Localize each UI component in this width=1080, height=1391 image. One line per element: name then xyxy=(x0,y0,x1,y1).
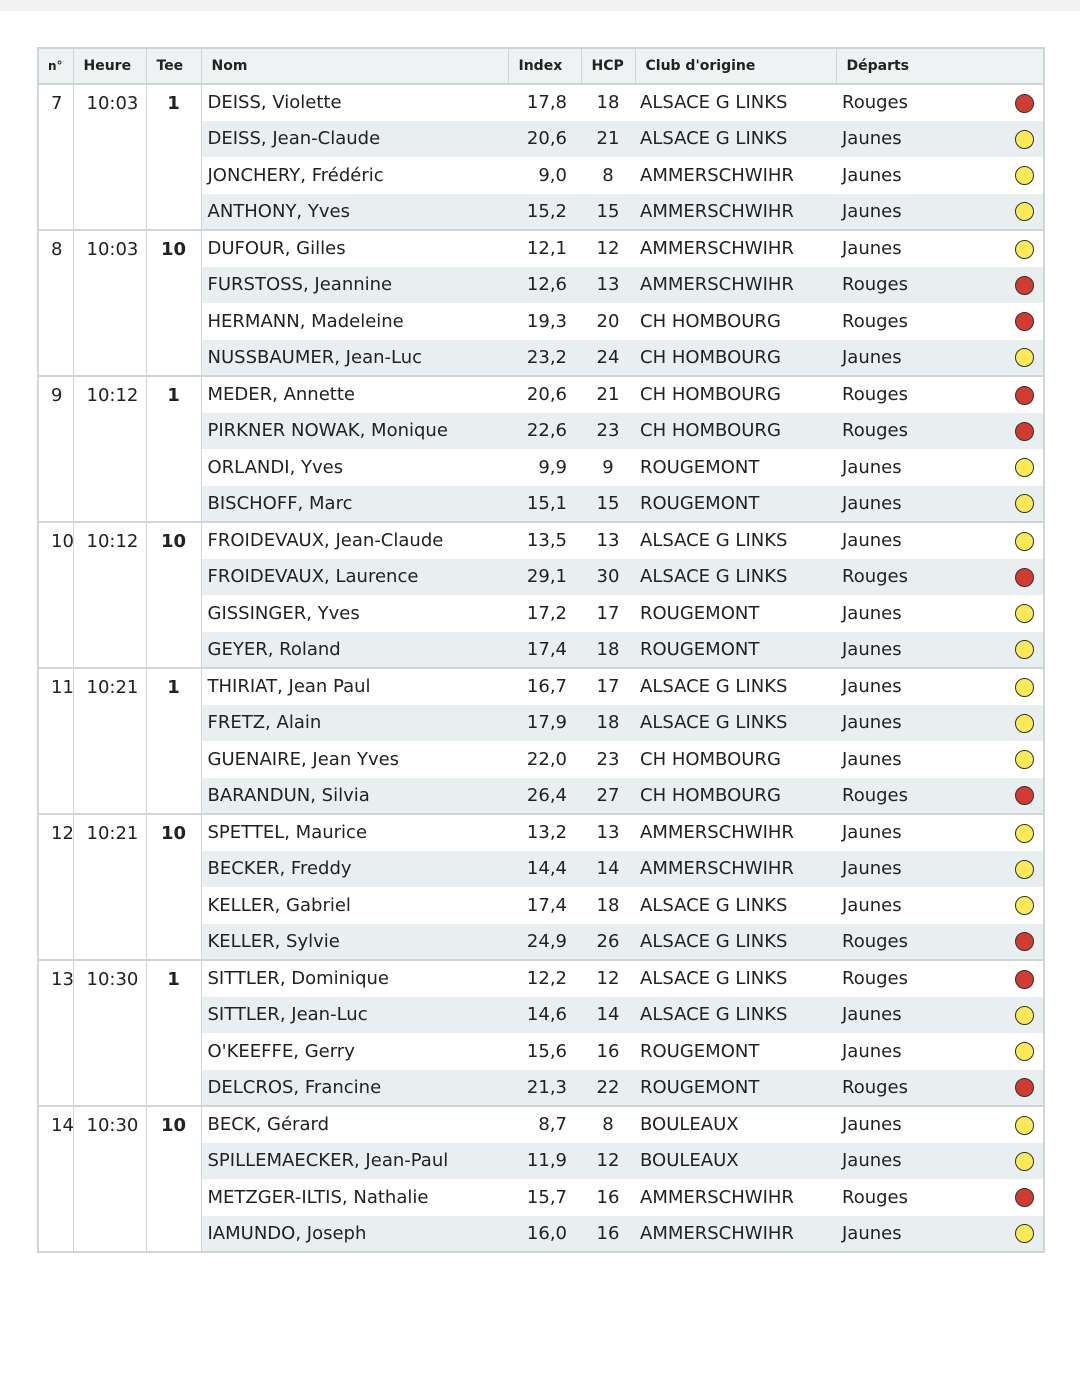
player-name: ANTHONY, Yves xyxy=(201,194,508,231)
player-club: AMMERSCHWIHR xyxy=(635,1216,836,1253)
player-name: FROIDEVAUX, Laurence xyxy=(201,559,508,596)
player-depart: Jaunes xyxy=(842,894,902,916)
player-club: ALSACE G LINKS xyxy=(635,522,836,559)
player-depart: Jaunes xyxy=(836,1216,1006,1253)
depart-color-cell xyxy=(1006,814,1044,851)
yellow-tee-marker-icon xyxy=(1015,240,1034,259)
player-name: THIRIAT, Jean Paul xyxy=(201,668,508,705)
red-tee-marker-icon xyxy=(1015,786,1034,805)
player-index: 15,7 xyxy=(526,1186,567,1208)
group-tee: 10 xyxy=(146,522,201,668)
depart-color-cell xyxy=(1006,960,1044,997)
player-hcp: 13 xyxy=(581,267,635,304)
player-depart: Jaunes xyxy=(836,522,1006,559)
group-tee: 10 xyxy=(146,230,201,376)
yellow-tee-marker-icon xyxy=(1015,348,1034,367)
player-club: ALSACE G LINKS xyxy=(635,559,836,596)
player-hcp: 12 xyxy=(581,1143,635,1180)
group-time: 10:12 xyxy=(73,376,146,522)
player-name: BARANDUN, Silvia xyxy=(201,778,508,815)
player-depart: Jaunes xyxy=(836,1106,1006,1143)
player-depart: Jaunes xyxy=(836,121,1006,158)
header-row xyxy=(38,48,1044,84)
player-club: CH HOMBOURG xyxy=(640,310,781,332)
player-index: 12,2 xyxy=(508,960,581,997)
red-tee-marker-icon xyxy=(1015,422,1034,441)
player-index: 17,4 xyxy=(508,632,581,669)
player-name: FROIDEVAUX, Jean-Claude xyxy=(201,522,508,559)
group-number: 13 xyxy=(38,960,73,1106)
depart-color-cell xyxy=(1006,851,1044,888)
group-time: 10:30 xyxy=(73,960,146,1106)
depart-color-cell xyxy=(1006,1106,1044,1143)
player-hcp: 27 xyxy=(581,778,635,815)
yellow-tee-marker-icon xyxy=(1015,896,1034,915)
player-depart: Jaunes xyxy=(836,851,1006,888)
player-index: 17,8 xyxy=(508,84,581,121)
depart-color-cell xyxy=(1006,267,1044,304)
header-nom: Nom xyxy=(201,48,508,84)
player-index: 22,0 xyxy=(526,748,567,770)
player-index: 15,6 xyxy=(526,1040,567,1062)
yellow-tee-marker-icon xyxy=(1015,750,1034,769)
player-hcp: 14 xyxy=(581,851,635,888)
player-hcp: 21 xyxy=(581,376,635,413)
red-tee-marker-icon xyxy=(1015,1078,1034,1097)
player-club: AMMERSCHWIHR xyxy=(635,814,836,851)
header-hcp: HCP xyxy=(581,48,635,84)
header-no: n° xyxy=(38,48,73,84)
red-tee-marker-icon xyxy=(1015,1188,1034,1207)
depart-color-cell xyxy=(1006,449,1044,486)
player-name: KELLER, Gabriel xyxy=(207,894,351,916)
player-depart: Jaunes xyxy=(842,1040,902,1062)
player-hcp: 16 xyxy=(596,1040,620,1062)
table-row xyxy=(38,1106,1044,1143)
player-name: MEDER, Annette xyxy=(201,376,508,413)
player-name: IAMUNDO, Joseph xyxy=(201,1216,508,1253)
player-hcp: 16 xyxy=(596,1186,620,1208)
player-hcp: 12 xyxy=(581,960,635,997)
depart-color-cell xyxy=(1006,1216,1044,1253)
player-name: KELLER, Sylvie xyxy=(201,924,508,961)
player-depart: Jaunes xyxy=(836,340,1006,377)
player-index: 21,3 xyxy=(508,1070,581,1107)
depart-color-cell xyxy=(1006,668,1044,705)
player-club: AMMERSCHWIHR xyxy=(640,1186,794,1208)
player-name: O'KEEFFE, Gerry xyxy=(207,1040,355,1062)
player-name: FRETZ, Alain xyxy=(201,705,508,742)
depart-color-cell xyxy=(1006,1070,1044,1107)
player-hcp: 12 xyxy=(581,230,635,267)
player-hcp: 16 xyxy=(581,1216,635,1253)
yellow-tee-marker-icon xyxy=(1015,824,1034,843)
player-hcp: 8 xyxy=(581,1106,635,1143)
player-depart: Jaunes xyxy=(842,602,902,624)
player-name: JONCHERY, Frédéric xyxy=(207,164,384,186)
player-index: 16,0 xyxy=(508,1216,581,1253)
tee-times-table-container xyxy=(37,47,1043,1253)
player-hcp: 13 xyxy=(581,814,635,851)
depart-color-cell xyxy=(1006,84,1044,121)
yellow-tee-marker-icon xyxy=(1015,714,1034,733)
player-hcp: 23 xyxy=(581,413,635,450)
table-body xyxy=(38,84,1044,1252)
group-time: 10:30 xyxy=(73,1106,146,1252)
player-name: GUENAIRE, Jean Yves xyxy=(207,748,400,770)
player-hcp: 22 xyxy=(581,1070,635,1107)
table-header xyxy=(38,48,1044,84)
player-club: BOULEAUX xyxy=(635,1106,836,1143)
player-index: 11,9 xyxy=(508,1143,581,1180)
player-depart: Rouges xyxy=(842,310,908,332)
player-club: ALSACE G LINKS xyxy=(635,960,836,997)
yellow-tee-marker-icon xyxy=(1015,494,1034,513)
player-depart: Jaunes xyxy=(836,814,1006,851)
header-tee: Tee xyxy=(146,48,201,84)
depart-color-cell xyxy=(1006,559,1044,596)
depart-color-cell xyxy=(1006,595,1044,632)
group-time: 10:12 xyxy=(73,522,146,668)
yellow-tee-marker-icon xyxy=(1015,130,1034,149)
player-hcp: 18 xyxy=(596,894,620,916)
player-index: 15,2 xyxy=(508,194,581,231)
player-club: ROUGEMONT xyxy=(640,602,760,624)
player-club: ALSACE G LINKS xyxy=(635,997,836,1034)
player-hcp: 18 xyxy=(581,705,635,742)
player-index: 15,1 xyxy=(508,486,581,523)
player-depart: Jaunes xyxy=(842,748,902,770)
player-club: ALSACE G LINKS xyxy=(640,894,788,916)
depart-color-cell xyxy=(1006,340,1044,377)
yellow-tee-marker-icon xyxy=(1015,532,1034,551)
player-depart: Jaunes xyxy=(836,668,1006,705)
group-tee: 10 xyxy=(146,814,201,960)
yellow-tee-marker-icon xyxy=(1015,1152,1034,1171)
player-depart: Jaunes xyxy=(836,1143,1006,1180)
player-index: 9,9 xyxy=(538,456,567,478)
player-club: CH HOMBOURG xyxy=(635,778,836,815)
yellow-tee-marker-icon xyxy=(1015,202,1034,221)
depart-color-cell xyxy=(1006,997,1044,1034)
player-index: 23,2 xyxy=(508,340,581,377)
player-index: 13,5 xyxy=(508,522,581,559)
table-row xyxy=(38,230,1044,267)
player-name: SPILLEMAECKER, Jean-Paul xyxy=(201,1143,508,1180)
yellow-tee-marker-icon xyxy=(1015,678,1034,697)
player-name: BECKER, Freddy xyxy=(201,851,508,888)
player-depart: Jaunes xyxy=(842,164,902,186)
player-club: ROUGEMONT xyxy=(635,486,836,523)
player-club: ALSACE G LINKS xyxy=(635,121,836,158)
depart-color-cell xyxy=(1006,1179,1044,1216)
player-name: BECK, Gérard xyxy=(201,1106,508,1143)
player-name: NUSSBAUMER, Jean-Luc xyxy=(201,340,508,377)
table-row xyxy=(38,668,1044,705)
group-number: 9 xyxy=(38,376,73,522)
player-depart: Rouges xyxy=(836,778,1006,815)
player-index: 26,4 xyxy=(508,778,581,815)
red-tee-marker-icon xyxy=(1015,568,1034,587)
player-index: 17,2 xyxy=(526,602,567,624)
player-hcp: 24 xyxy=(581,340,635,377)
player-index: 12,1 xyxy=(508,230,581,267)
group-number: 7 xyxy=(38,84,73,230)
player-hcp: 15 xyxy=(581,486,635,523)
player-index: 13,2 xyxy=(508,814,581,851)
player-depart: Rouges xyxy=(836,267,1006,304)
red-tee-marker-icon xyxy=(1015,312,1034,331)
player-name: GISSINGER, Yves xyxy=(207,602,360,624)
player-depart: Jaunes xyxy=(836,997,1006,1034)
yellow-tee-marker-icon xyxy=(1015,860,1034,879)
group-number: 10 xyxy=(38,522,73,668)
player-hcp: 20 xyxy=(596,310,620,332)
player-depart: Jaunes xyxy=(836,632,1006,669)
player-club: AMMERSCHWIHR xyxy=(635,267,836,304)
group-tee: 1 xyxy=(146,960,201,1106)
player-club: ALSACE G LINKS xyxy=(635,84,836,121)
player-hcp: 17 xyxy=(596,602,620,624)
player-index: 22,6 xyxy=(508,413,581,450)
player-index: 12,6 xyxy=(508,267,581,304)
player-hcp: 9 xyxy=(602,456,614,478)
player-depart: Jaunes xyxy=(836,486,1006,523)
group-tee: 1 xyxy=(146,668,201,814)
player-name: SPETTEL, Maurice xyxy=(201,814,508,851)
group-number: 8 xyxy=(38,230,73,376)
player-club: ALSACE G LINKS xyxy=(635,668,836,705)
yellow-tee-marker-icon xyxy=(1015,458,1034,477)
depart-color-cell xyxy=(1006,303,1044,340)
player-hcp: 8 xyxy=(602,164,614,186)
player-depart: Jaunes xyxy=(836,194,1006,231)
player-hcp: 18 xyxy=(581,632,635,669)
player-club: BOULEAUX xyxy=(635,1143,836,1180)
red-tee-marker-icon xyxy=(1015,970,1034,989)
group-time: 10:21 xyxy=(73,814,146,960)
player-index: 14,4 xyxy=(508,851,581,888)
player-index: 14,6 xyxy=(508,997,581,1034)
player-hcp: 13 xyxy=(581,522,635,559)
yellow-tee-marker-icon xyxy=(1015,1224,1034,1243)
player-name: ORLANDI, Yves xyxy=(207,456,344,478)
red-tee-marker-icon xyxy=(1015,94,1034,113)
player-index: 20,6 xyxy=(508,121,581,158)
red-tee-marker-icon xyxy=(1015,386,1034,405)
player-club: ALSACE G LINKS xyxy=(635,924,836,961)
player-depart: Rouges xyxy=(842,1186,908,1208)
player-club: AMMERSCHWIHR xyxy=(635,230,836,267)
player-index: 16,7 xyxy=(508,668,581,705)
group-time: 10:03 xyxy=(73,230,146,376)
tee-times-table xyxy=(37,47,1045,1253)
table-row xyxy=(38,376,1044,413)
player-index: 9,0 xyxy=(538,164,567,186)
player-index: 24,9 xyxy=(508,924,581,961)
depart-color-cell xyxy=(1006,924,1044,961)
depart-color-cell xyxy=(1006,522,1044,559)
red-tee-marker-icon xyxy=(1015,932,1034,951)
yellow-tee-marker-icon xyxy=(1015,604,1034,623)
depart-color-cell xyxy=(1006,705,1044,742)
player-name: SITTLER, Jean-Luc xyxy=(201,997,508,1034)
group-time: 10:03 xyxy=(73,84,146,230)
player-club: ROUGEMONT xyxy=(635,1070,836,1107)
player-club: AMMERSCHWIHR xyxy=(640,164,794,186)
depart-color-cell xyxy=(1006,121,1044,158)
player-hcp: 14 xyxy=(581,997,635,1034)
player-name: HERMANN, Madeleine xyxy=(207,310,404,332)
player-club: CH HOMBOURG xyxy=(635,413,836,450)
header-departs: Départs xyxy=(836,48,1006,84)
player-hcp: 30 xyxy=(581,559,635,596)
player-depart: Jaunes xyxy=(836,230,1006,267)
player-depart: Jaunes xyxy=(836,705,1006,742)
player-hcp: 17 xyxy=(581,668,635,705)
player-hcp: 26 xyxy=(581,924,635,961)
player-name: METZGER-ILTIS, Nathalie xyxy=(207,1186,429,1208)
group-number: 14 xyxy=(38,1106,73,1252)
yellow-tee-marker-icon xyxy=(1015,1042,1034,1061)
player-club: ROUGEMONT xyxy=(640,456,760,478)
group-tee: 10 xyxy=(146,1106,201,1252)
table-row xyxy=(38,960,1044,997)
player-index: 17,4 xyxy=(526,894,567,916)
player-name: BISCHOFF, Marc xyxy=(201,486,508,523)
player-name: SITTLER, Dominique xyxy=(201,960,508,997)
depart-color-cell xyxy=(1006,157,1044,194)
depart-color-cell xyxy=(1006,376,1044,413)
depart-color-cell xyxy=(1006,887,1044,924)
player-index: 17,9 xyxy=(508,705,581,742)
player-depart: Rouges xyxy=(836,376,1006,413)
player-club: CH HOMBOURG xyxy=(635,376,836,413)
depart-color-cell xyxy=(1006,778,1044,815)
player-depart: Rouges xyxy=(836,960,1006,997)
depart-color-cell xyxy=(1006,632,1044,669)
player-name: FURSTOSS, Jeannine xyxy=(201,267,508,304)
depart-color-cell xyxy=(1006,1143,1044,1180)
header-club: Club d'origine xyxy=(635,48,836,84)
player-depart: Jaunes xyxy=(842,456,902,478)
table-row xyxy=(38,814,1044,851)
player-name: DUFOUR, Gilles xyxy=(201,230,508,267)
yellow-tee-marker-icon xyxy=(1015,1006,1034,1025)
player-name: DELCROS, Francine xyxy=(201,1070,508,1107)
group-time: 10:21 xyxy=(73,668,146,814)
player-club: CH HOMBOURG xyxy=(635,340,836,377)
depart-color-cell xyxy=(1006,1033,1044,1070)
header-departs-color xyxy=(1006,48,1044,84)
header-heure: Heure xyxy=(73,48,146,84)
player-club: ROUGEMONT xyxy=(640,1040,760,1062)
player-depart: Rouges xyxy=(836,413,1006,450)
player-index: 8,7 xyxy=(508,1106,581,1143)
player-club: ROUGEMONT xyxy=(635,632,836,669)
group-number: 12 xyxy=(38,814,73,960)
player-club: CH HOMBOURG xyxy=(640,748,781,770)
yellow-tee-marker-icon xyxy=(1015,640,1034,659)
table-row xyxy=(38,522,1044,559)
depart-color-cell xyxy=(1006,486,1044,523)
red-tee-marker-icon xyxy=(1015,276,1034,295)
yellow-tee-marker-icon xyxy=(1015,166,1034,185)
yellow-tee-marker-icon xyxy=(1015,1116,1034,1135)
depart-color-cell xyxy=(1006,741,1044,778)
depart-color-cell xyxy=(1006,413,1044,450)
player-depart: Rouges xyxy=(836,924,1006,961)
player-name: DEISS, Violette xyxy=(201,84,508,121)
group-tee: 1 xyxy=(146,376,201,522)
player-name: DEISS, Jean-Claude xyxy=(201,121,508,158)
player-index: 20,6 xyxy=(508,376,581,413)
player-name: PIRKNER NOWAK, Monique xyxy=(201,413,508,450)
player-hcp: 15 xyxy=(581,194,635,231)
table-row xyxy=(38,84,1044,121)
player-depart: Rouges xyxy=(836,559,1006,596)
player-club: ALSACE G LINKS xyxy=(635,705,836,742)
top-bar xyxy=(0,0,1080,11)
player-club: AMMERSCHWIHR xyxy=(635,194,836,231)
depart-color-cell xyxy=(1006,194,1044,231)
depart-color-cell xyxy=(1006,230,1044,267)
player-depart: Rouges xyxy=(836,1070,1006,1107)
player-hcp: 21 xyxy=(581,121,635,158)
player-index: 19,3 xyxy=(526,310,567,332)
player-hcp: 23 xyxy=(596,748,620,770)
player-hcp: 18 xyxy=(581,84,635,121)
player-depart: Rouges xyxy=(836,84,1006,121)
player-index: 29,1 xyxy=(508,559,581,596)
player-club: AMMERSCHWIHR xyxy=(635,851,836,888)
player-name: GEYER, Roland xyxy=(201,632,508,669)
group-tee: 1 xyxy=(146,84,201,230)
group-number: 11 xyxy=(38,668,73,814)
header-index: Index xyxy=(508,48,581,84)
